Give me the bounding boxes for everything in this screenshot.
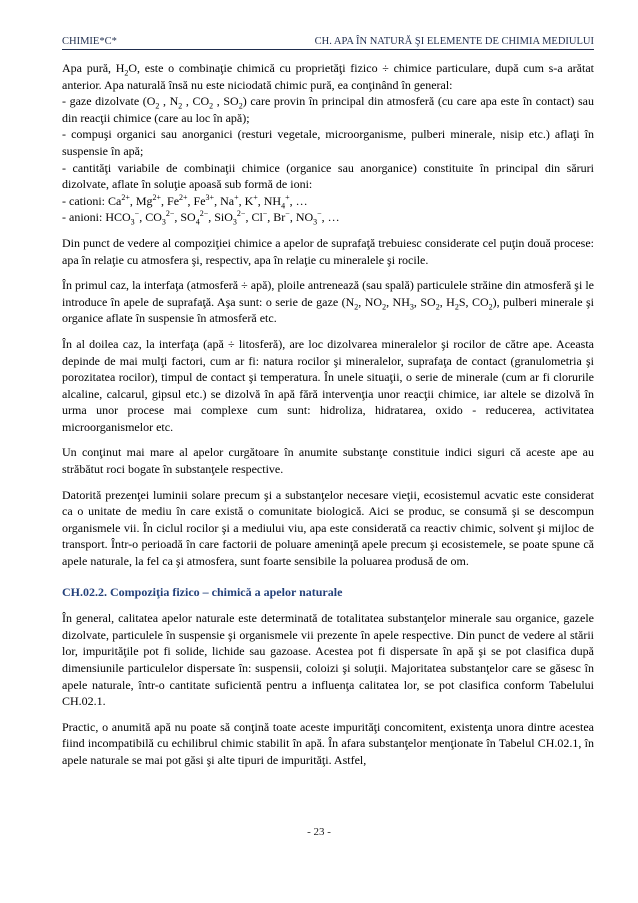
paragraph-impurities: Practic, o anumită apă nu poate să conţină toate aceste impurităţi concomitent, existenţa unora dintre acestea fiind incompatibilă cu echilibrul chimic stabilit în apă. În afara substanţelor menţionate în Tabelul CH.02.1, în apele naturale se mai pot găsi şi alte tipuri de impurităţi. Astfel, <box>62 719 594 767</box>
paragraph-water-quality: În general, calitatea apelor naturale este determinată de totalitatea substanţelor minerale sau organice, gazele dizolvate, particulele în suspensie şi organismele vii prezente în apele respective. Din punct de vedere al stării lor, impurităţile pot fi solide, lichide sau gazoase. Acestea pot fi dispersate în apă şi se pot clasifica după dimensiunile particulelor dispersate în: suspensii, coloizi şi soluţii. Majoritatea substanţelor care se găsesc în apele naturale, într-o cantitate suficientă pentru a influenţa calitatea lor, se pot clasifica conform Tabelului CH.02.1. <box>62 611 594 709</box>
paragraph-lithosphere-interface: În al doilea caz, la interfaţa (apă ÷ litosferă), are loc dizolvarea mineralelor şi rocilor de către ape. Aceasta depinde de mai mulţi factori, cum ar fi: natura rocilor şi mineralelor, suprafaţa de contact (granulometria şi porozitatea rocilor), timpul de contact şi temperatura. În unele situaţii, o serie de minerale (cum ar fi clorurile alcaline, calcarul, gipsul etc.) se dizolvă în apă fără intervenţia unor reacţii chimice, iar altele se dizolvă în urma unor procese mai complexe cum sunt: hidroliza, hidratarea, oxido - reducerea, activitatea microorganismelor etc. <box>62 336 594 434</box>
cations-line: - cationi: $Ca^{2+}$, $Mg^{2+}$, $Fe^{2+}$, $Fe^{3+}$, Na+, K+, $NH_4^+$, … <box>62 192 308 211</box>
paragraph-running-water: Un conţinut mai mare al apelor curgătoare în anumite substanţe constituie indici siguri că aceste ape au străbătut roci bogate în substanţele respective. <box>62 445 594 477</box>
header-right: CH. APA ÎN NATURĂ ŞI ELEMENTE DE CHIMIA MEDIULUI <box>314 36 594 47</box>
paragraph-processes: Din punct de vedere al compoziţiei chimice a apelor de suprafaţă trebuiesc considerate cel puţin două procese: apa în relaţie cu atmosfera şi, respectiv, apa în relaţie cu mineralele şi rocile. <box>62 235 594 267</box>
paragraph-atmosphere-interface: În primul caz, la interfaţa (atmosferă ÷ apă), ploile antrenează (sau spală) particulele străine din atmosferă şi le introduce în apele de suprafaţă. Aşa sunt: o serie de gaze ($N_2$, $NO_2$, $NH_3$, $SO_2$, $H_2S$, $CO_2$), pulberi minerale şi organice aflate în suspensie în atmosferă etc. <box>62 278 595 326</box>
paragraph-water-composition: Apa pură, $H_2O$, este o combinaţie chimică cu proprietăţi fizico ÷ chimice particulare, după cum s-a arătat anterior. Apa naturală însă nu este niciodată chimic pură, ea conţinând în general: - gaze dizolvate ($O_2$ , $N_2$ , $CO_2$ , $SO_2$) care provin în principal din atmosferă (cu care apa este în contact) sau din reacţii chimice (care au loc în apă); - compuşi organici sau anorganici (resturi vegetale, microorganisme, pulberi minerale, nisip etc.) aflaţi în suspensie în apă; - cantităţi variabile de combinaţii chimice (organice sau anorganice) constituite în principal din săruri dizolvate, aflate în soluţie apoasă sub formă de ioni: - cationi: $Ca^{2+}$, $Mg^{2+}$, $Fe^{2+}$, $Fe^{3+}$, Na+, K+, $NH_4^+$, … - anioni: $HCO_3^-$, $CO_3^{2-}$, $SO_4^{2-}$, SiO$_3^{2-}$, Cl−, Br−, $NO_3^-$, … <box>62 61 595 227</box>
paragraph-ecosystem: Datorită prezenţei luminii solare precum şi a substanţelor necesare vieţii, ecosistemul acvatic este considerat ca o unitate de mediu în care există o comunitate biologică. Aici se produc, se consumă şi se descompun organismele vii. În ciclul rocilor şi a mediului viu, apa este considerată ca reactiv chimic, solvent şi mijloc de transport. Într-o perioadă în care factorii de poluare ameninţă apele precum şi ecosistemele, se poate spune că apele naturale, la fel ca şi atmosfera, sunt foarte sensibile la poluarea produsă de om. <box>62 487 594 569</box>
section-title: CH.02.2. Compoziţia fizico – chimică a apelor naturale <box>62 584 343 599</box>
page-number: - 23 - <box>307 826 331 838</box>
page-content <box>62 60 594 778</box>
page-header <box>62 33 594 50</box>
header-left: CHIMIE*C* <box>62 36 117 47</box>
anions-line: - anioni: $HCO_3^-$, $CO_3^{2-}$, $SO_4^{2-}$, SiO$_3^{2-}$, Cl−, Br−, $NO_3^-$, … <box>62 209 340 227</box>
